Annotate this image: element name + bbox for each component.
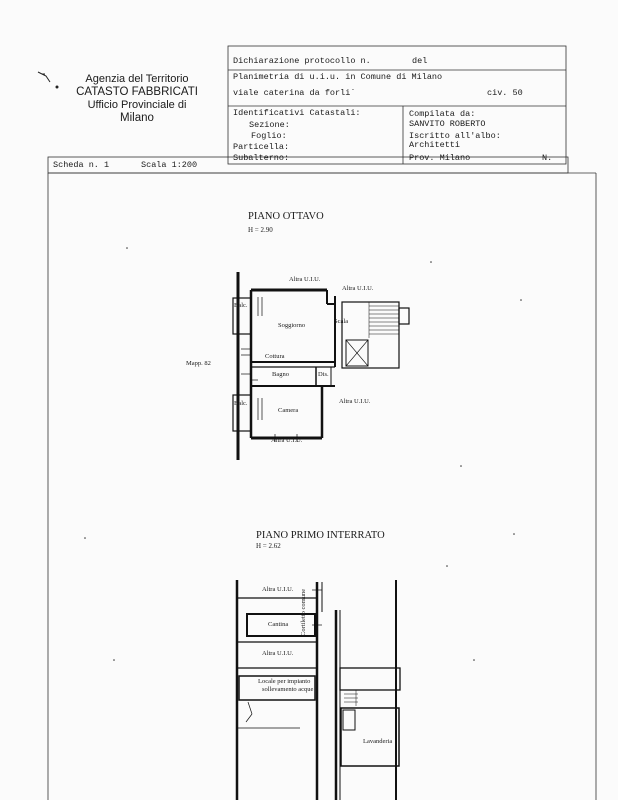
floor8-label-balc-1: Balc.	[234, 302, 248, 309]
agency-logo-icon	[38, 72, 58, 88]
floor8-height: H = 2.90	[248, 226, 273, 234]
scheda-number: Scheda n. 1	[53, 160, 110, 170]
agency-name: Agenzia del Territorio	[85, 73, 189, 85]
floor8-label-camera: Camera	[278, 407, 299, 414]
floor8-label-soggiorno: Soggiorno	[278, 322, 306, 329]
address-line: viale caterina da forli`	[233, 88, 356, 98]
particella-label: Particella:	[233, 142, 290, 152]
sheet-frame	[48, 157, 596, 800]
basement-title: PIANO PRIMO INTERRATO	[256, 530, 385, 541]
planimetry-line: Planimetria di u.i.u. in Comune di Milano	[233, 72, 443, 82]
floor8-label-dis: Dis.	[318, 371, 329, 378]
floor8-label-scala: Scala	[334, 318, 349, 325]
registered-label: Iscritto all'albo:	[409, 131, 501, 141]
subalterno-label: Subalterno:	[233, 153, 290, 163]
declaration-label: Dichiarazione protocollo n.	[233, 56, 371, 66]
floor8-plan	[233, 272, 409, 460]
foglio-label: Foglio:	[251, 131, 287, 141]
floor8-title: PIANO OTTAVO	[248, 211, 324, 222]
basement-label-lavanderia: Lavanderia	[363, 738, 393, 745]
floor8-label-mapp: Mapp. 82	[186, 360, 211, 367]
registered-value: Architetti	[409, 140, 461, 150]
basement-label-altra-1: Altra U.I.U.	[262, 586, 294, 593]
scale-label: Scala 1:200	[141, 160, 198, 170]
basement-label-locale-2: sollevamento acque	[262, 686, 314, 693]
basement-label-cantina: Cantina	[268, 621, 289, 628]
sezione-label: Sezione:	[249, 120, 290, 130]
agency-catasto: CATASTO FABBRICATI	[76, 86, 198, 98]
floor8-label-balc-2: Balc.	[234, 400, 248, 407]
compiled-by-label: Compilata da:	[409, 109, 476, 119]
floor8-label-altra-2: Altra U.I.U.	[342, 285, 374, 292]
floor8-label-altra-1: Altra U.I.U.	[289, 276, 321, 283]
agency-office: Ufficio Provinciale di	[87, 99, 187, 111]
floor8-label-cottura: Cottura	[265, 353, 285, 360]
civ-number: civ. 50	[487, 88, 523, 98]
basement-height: H = 2.62	[256, 542, 281, 550]
floor8-label-bagno: Bagno	[272, 371, 289, 378]
compiled-by-name: SANVITO ROBERTO	[409, 119, 486, 129]
declaration-del: del	[412, 56, 428, 66]
identifiers-label: Identificativi Catastali:	[233, 108, 361, 118]
agency-city: Milano	[120, 112, 154, 124]
province-label: Prov. Milano	[409, 153, 471, 163]
basement-label-altra-2: Altra U.I.U.	[262, 650, 294, 657]
floor8-label-altra-4: Altra U.I.U.	[271, 437, 303, 444]
floor8-label-altra-3: Altra U.I.U.	[339, 398, 371, 405]
basement-label-cortiletto: Cortiletto comune	[300, 588, 307, 636]
province-number: N.	[542, 153, 553, 163]
basement-label-locale-1: Locale per impianto	[258, 678, 311, 685]
